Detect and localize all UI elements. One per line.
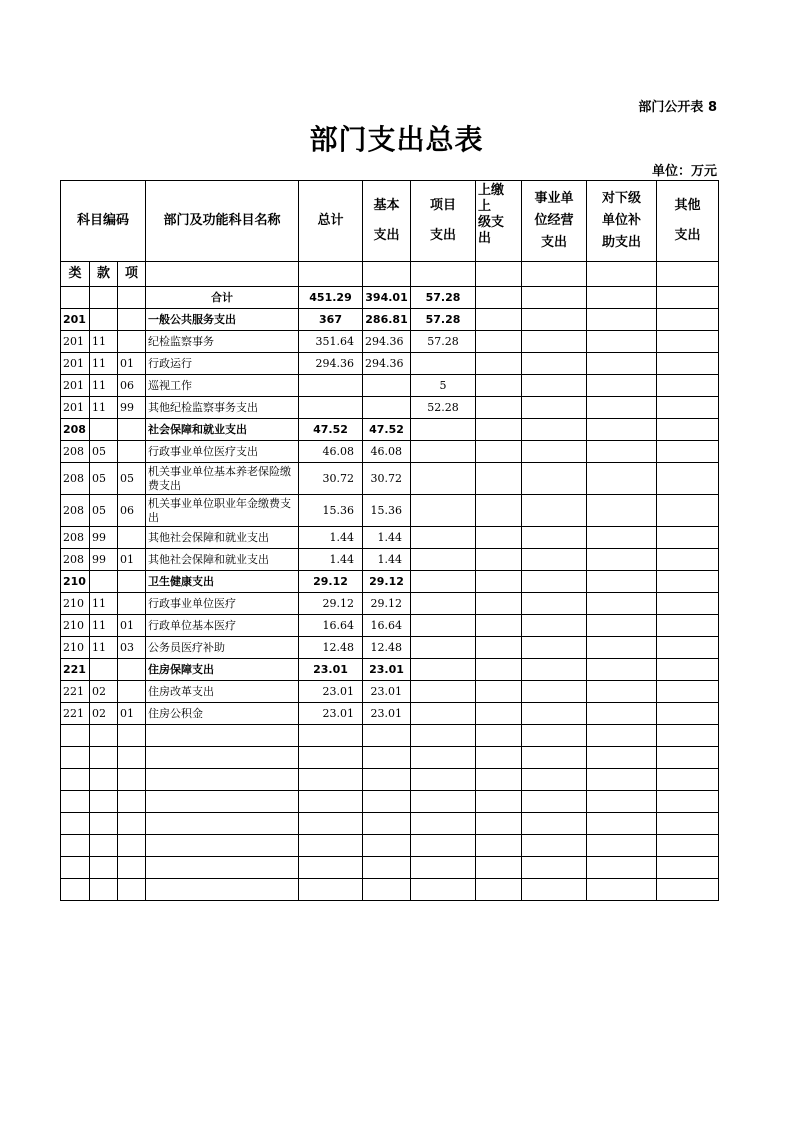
- total-total: 451.29: [299, 287, 363, 309]
- cell-kuan: [90, 659, 118, 681]
- cell-total: 16.64: [299, 615, 363, 637]
- cell-total: 367: [299, 309, 363, 331]
- cell-kuan: 05: [90, 495, 118, 527]
- cell-xiang: 01: [118, 353, 146, 375]
- cell-total: 47.52: [299, 419, 363, 441]
- table-row: [61, 615, 719, 637]
- cell-kuan: 99: [90, 549, 118, 571]
- cell-project: [411, 637, 476, 659]
- table-row: [61, 495, 719, 527]
- cell-total: [299, 375, 363, 397]
- cell-name: 行政单位基本医疗: [146, 615, 299, 637]
- table-row: [61, 703, 719, 725]
- cell-total: 46.08: [299, 441, 363, 463]
- cell-kuan: 11: [90, 331, 118, 353]
- cell-project: [411, 495, 476, 527]
- cell-xiang: [118, 441, 146, 463]
- cell-xiang: [118, 331, 146, 353]
- expenditure-table: [60, 180, 719, 901]
- cell-basic: 1.44: [363, 527, 411, 549]
- empty-row: [61, 791, 719, 813]
- cell-total: 29.12: [299, 593, 363, 615]
- cell-name: 行政事业单位医疗: [146, 593, 299, 615]
- unit-label: 单位：万元: [651, 164, 717, 179]
- table-row: [61, 331, 719, 353]
- cell-basic: 294.36: [363, 331, 411, 353]
- empty-row: [61, 769, 719, 791]
- header-name: 部门及功能科目名称: [146, 181, 299, 262]
- cell-project: 5: [411, 375, 476, 397]
- cell-basic: 29.12: [363, 593, 411, 615]
- header-project: 项目 支出: [411, 181, 476, 262]
- table-row: [61, 397, 719, 419]
- header-total: 总计: [299, 181, 363, 262]
- cell-kuan: 11: [90, 615, 118, 637]
- table-row: [61, 375, 719, 397]
- cell-xiang: [118, 571, 146, 593]
- cell-name: 纪检监察事务: [146, 331, 299, 353]
- cell-basic: [363, 375, 411, 397]
- cell-total: 23.01: [299, 659, 363, 681]
- cell-kuan: 05: [90, 463, 118, 495]
- cell-kuan: 11: [90, 375, 118, 397]
- cell-basic: 47.52: [363, 419, 411, 441]
- cell-basic: 12.48: [363, 637, 411, 659]
- total-row: [61, 287, 719, 309]
- cell-total: 294.36: [299, 353, 363, 375]
- total-project: 57.28: [411, 287, 476, 309]
- header-kuan: 款: [90, 262, 118, 287]
- cell-kuan: 99: [90, 527, 118, 549]
- cell-kuan: 11: [90, 397, 118, 419]
- cell-total: [299, 397, 363, 419]
- header-lei: 类: [61, 262, 90, 287]
- cell-basic: 23.01: [363, 681, 411, 703]
- cell-basic: 29.12: [363, 571, 411, 593]
- cell-xiang: [118, 419, 146, 441]
- cell-kuan: [90, 419, 118, 441]
- table-row: [61, 463, 719, 495]
- cell-total: 15.36: [299, 495, 363, 527]
- cell-kuan: 11: [90, 593, 118, 615]
- cell-project: [411, 419, 476, 441]
- cell-xiang: 06: [118, 375, 146, 397]
- table-row: [61, 441, 719, 463]
- header-basic: 基本 支出: [363, 181, 411, 262]
- cell-kuan: [90, 571, 118, 593]
- cell-project: 57.28: [411, 331, 476, 353]
- table-row: [61, 527, 719, 549]
- cell-kuan: 05: [90, 441, 118, 463]
- table-row: [61, 659, 719, 681]
- cell-name: 行政事业单位医疗支出: [146, 441, 299, 463]
- cell-kuan: [90, 309, 118, 331]
- cell-lei: 221: [61, 681, 90, 703]
- cell-basic: 23.01: [363, 703, 411, 725]
- cell-xiang: [118, 659, 146, 681]
- cell-total: 1.44: [299, 527, 363, 549]
- cell-basic: 294.36: [363, 353, 411, 375]
- cell-total: 23.01: [299, 703, 363, 725]
- cell-basic: 286.81: [363, 309, 411, 331]
- cell-total: 29.12: [299, 571, 363, 593]
- cell-kuan: 02: [90, 681, 118, 703]
- cell-total: 12.48: [299, 637, 363, 659]
- empty-row: [61, 747, 719, 769]
- cell-basic: 1.44: [363, 549, 411, 571]
- empty-row: [61, 835, 719, 857]
- table-row: [61, 353, 719, 375]
- cell-name: 行政运行: [146, 353, 299, 375]
- cell-xiang: 01: [118, 703, 146, 725]
- cell-total: 23.01: [299, 681, 363, 703]
- cell-total: 30.72: [299, 463, 363, 495]
- cell-name: 住房保障支出: [146, 659, 299, 681]
- cell-lei: 210: [61, 571, 90, 593]
- cell-xiang: [118, 593, 146, 615]
- header-business: 事业单 位经营 支出: [522, 181, 587, 262]
- cell-project: [411, 681, 476, 703]
- cell-lei: 201: [61, 375, 90, 397]
- form-number: 部门公开表 8: [638, 100, 717, 115]
- cell-xiang: [118, 527, 146, 549]
- cell-lei: 201: [61, 397, 90, 419]
- cell-project: [411, 703, 476, 725]
- cell-name: 社会保障和就业支出: [146, 419, 299, 441]
- cell-project: 52.28: [411, 397, 476, 419]
- cell-basic: 30.72: [363, 463, 411, 495]
- cell-xiang: [118, 681, 146, 703]
- cell-name: 一般公共服务支出: [146, 309, 299, 331]
- cell-name: 其他纪检监察事务支出: [146, 397, 299, 419]
- cell-name: 巡视工作: [146, 375, 299, 397]
- page-title: 部门支出总表: [309, 123, 484, 156]
- cell-lei: 208: [61, 463, 90, 495]
- header-xiang: 项: [118, 262, 146, 287]
- header-other: 其他 支出: [657, 181, 719, 262]
- cell-xiang: 06: [118, 495, 146, 527]
- table-row: [61, 309, 719, 331]
- cell-project: [411, 527, 476, 549]
- cell-name: 住房改革支出: [146, 681, 299, 703]
- cell-project: [411, 593, 476, 615]
- header-subsidy: 对下级 单位补 助支出: [587, 181, 657, 262]
- cell-project: [411, 571, 476, 593]
- header-subject-code: 科目编码: [61, 181, 146, 262]
- cell-basic: 16.64: [363, 615, 411, 637]
- cell-lei: 210: [61, 593, 90, 615]
- cell-lei: 221: [61, 659, 90, 681]
- total-label: 合计: [146, 287, 299, 309]
- table-row: [61, 571, 719, 593]
- cell-lei: 208: [61, 495, 90, 527]
- cell-xiang: 99: [118, 397, 146, 419]
- cell-lei: 201: [61, 353, 90, 375]
- table-row: [61, 593, 719, 615]
- cell-name: 公务员医疗补助: [146, 637, 299, 659]
- cell-project: 57.28: [411, 309, 476, 331]
- cell-lei: 208: [61, 549, 90, 571]
- cell-name: 机关事业单位职业年金缴费支出: [146, 495, 299, 527]
- cell-name: 其他社会保障和就业支出: [146, 527, 299, 549]
- empty-row: [61, 879, 719, 901]
- cell-xiang: 01: [118, 615, 146, 637]
- empty-row: [61, 725, 719, 747]
- cell-total: 351.64: [299, 331, 363, 353]
- cell-name: 住房公积金: [146, 703, 299, 725]
- cell-xiang: 03: [118, 637, 146, 659]
- cell-lei: 201: [61, 309, 90, 331]
- cell-name: 卫生健康支出: [146, 571, 299, 593]
- cell-xiang: 01: [118, 549, 146, 571]
- cell-lei: 208: [61, 441, 90, 463]
- cell-project: [411, 549, 476, 571]
- empty-row: [61, 857, 719, 879]
- cell-kuan: 11: [90, 637, 118, 659]
- cell-name: 机关事业单位基本养老保险缴费支出: [146, 463, 299, 495]
- cell-project: [411, 441, 476, 463]
- cell-project: [411, 353, 476, 375]
- table-row: [61, 681, 719, 703]
- cell-lei: 201: [61, 331, 90, 353]
- cell-kuan: 11: [90, 353, 118, 375]
- cell-kuan: 02: [90, 703, 118, 725]
- cell-xiang: [118, 309, 146, 331]
- header-upper: 上缴 上 级支 出: [476, 181, 522, 262]
- cell-basic: 15.36: [363, 495, 411, 527]
- cell-lei: 210: [61, 637, 90, 659]
- cell-lei: 221: [61, 703, 90, 725]
- cell-total: 1.44: [299, 549, 363, 571]
- cell-project: [411, 615, 476, 637]
- cell-lei: 208: [61, 419, 90, 441]
- cell-lei: 210: [61, 615, 90, 637]
- cell-xiang: 05: [118, 463, 146, 495]
- cell-basic: 23.01: [363, 659, 411, 681]
- cell-basic: 46.08: [363, 441, 411, 463]
- cell-project: [411, 659, 476, 681]
- cell-project: [411, 463, 476, 495]
- table-row: [61, 549, 719, 571]
- cell-lei: 208: [61, 527, 90, 549]
- empty-row: [61, 813, 719, 835]
- total-basic: 394.01: [363, 287, 411, 309]
- table-row: [61, 637, 719, 659]
- cell-name: 其他社会保障和就业支出: [146, 549, 299, 571]
- cell-basic: [363, 397, 411, 419]
- table-row: [61, 419, 719, 441]
